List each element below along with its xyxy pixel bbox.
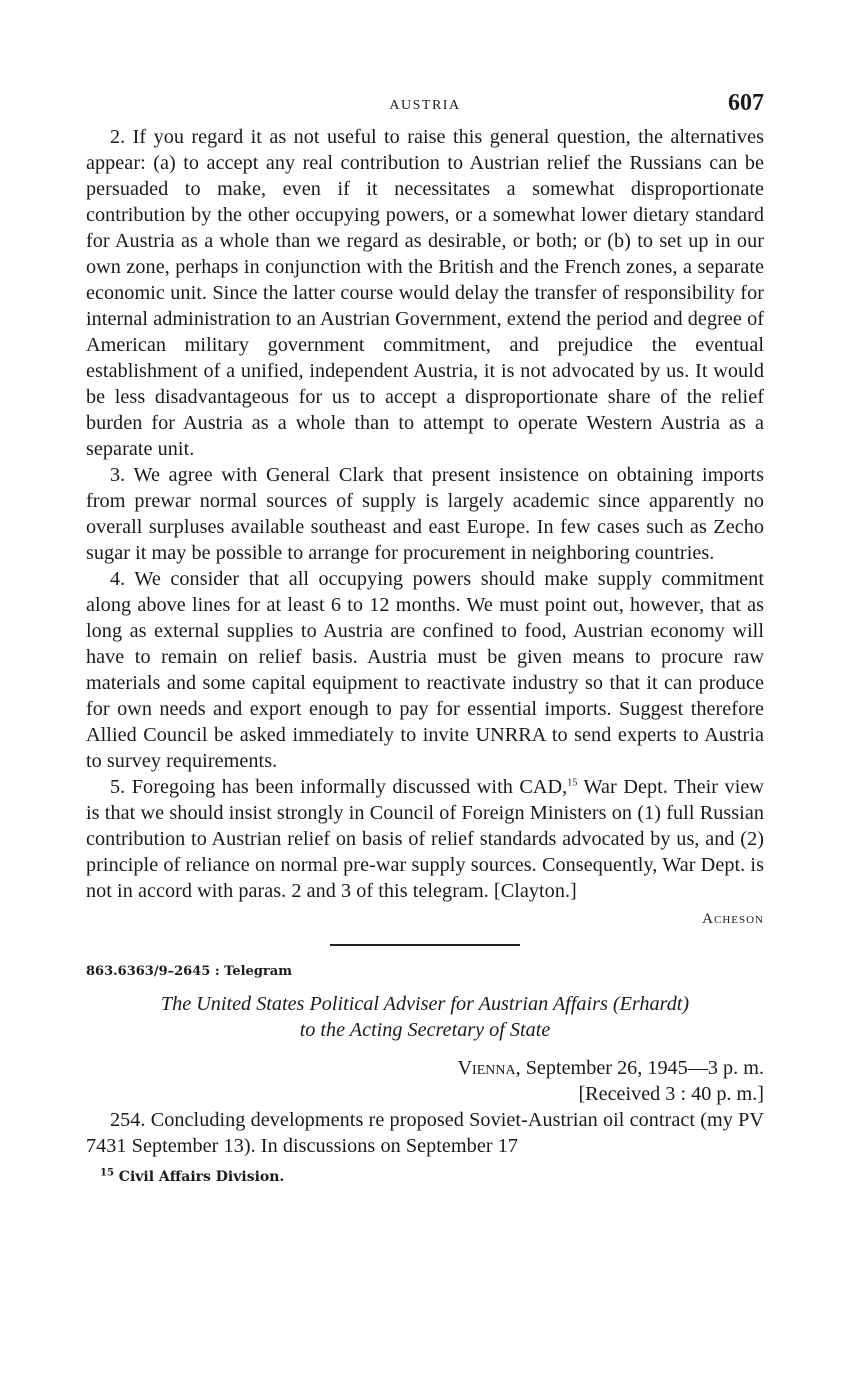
received-time: [Received 3 : 40 p. m.]: [578, 1083, 764, 1105]
page-number: 607: [728, 90, 764, 116]
paragraph-5-text-end: War Dept. Their view is that we should insist strongly in Council of Foreign Ministers on (1) full Russian contribution to Austrian relief on basis of relief standards advocated by us, and (2) principle of reliance on normal pre-war supply sources. Consequently, War Dept. is not in accord with paras. 2 and 3 of this telegram. [Clayton.]: [86, 776, 765, 902]
paragraph-5: [86, 774, 764, 904]
paragraph-2: 2. If you regard it as not useful to raise this general question, the alternatives appear: (a) to accept any real contribution to Austrian relief the Russians can be persuaded to make, even if it necessitates a somewhat disproportionate contribution by the other occupying powers, or a somewhat lower dietary standard for Austria as a whole than we regard as desirable, or both; or (b) to set up in our own zone, perhaps in conjunction with the British and the French zones, a separate economic unit. Since the latter course would delay the transfer of responsibility for internal administration to an Austrian Government, extend the period and degree of American military government commitment, and prejudice the eventual establishment of a unified, independent Austria, it is not advocated by us. It would be less disadvantageous for us to accept a disproportionate share of the relief burden for Austria as a whole than to attempt to operate Western Austria as a separate unit.: [86, 126, 764, 460]
dateline: [86, 1055, 764, 1081]
dateline-place: Vienna: [457, 1057, 516, 1079]
footnote-marker: 15: [100, 1167, 114, 1179]
paragraph-3: 3. We agree with General Clark that present insistence on obtaining imports from prewar normal sources of supply is largely academic since apparently no overall surpluses available southeast and east Europe. In few cases such as Zecho sugar it may be possible to arrange for procurement in neighboring countries.: [86, 464, 764, 564]
signature-acheson: Acheson: [702, 911, 764, 927]
document-title-line-2: to the Acting Secretary of State: [299, 1019, 551, 1041]
file-reference: 863.6363/9–2645 : Telegram: [86, 964, 292, 979]
dateline-date: , September 26, 1945—3 p. m.: [515, 1057, 764, 1079]
section-divider: [330, 944, 520, 946]
document-page: [86, 88, 764, 1185]
running-title: AUSTRIA: [389, 98, 461, 113]
paragraph-4: 4. We consider that all occupying powers should make supply commitment along above lines for at least 6 to 12 months. We must point out, however, that as long as external supplies to Austria are confined to food, Austrian economy will have to remain on relief basis. Austria must be given means to procure raw materials and some capital equipment to reactivate industry so that it can produce for own needs and export enough to pay for essential imports. Suggest therefore Allied Council be asked immediately to invite UNRRA to send experts to Austria to survey requirements.: [86, 568, 764, 772]
document-title-line-1: The United States Political Adviser for Austrian Affairs (Erhardt): [160, 993, 690, 1015]
footnote-reference-15[interactable]: 15: [567, 777, 578, 789]
running-header: [86, 88, 764, 124]
telegram-254-opening: 254. Concluding developments re proposed Soviet-Austrian oil contract (my PV 7431 September 13). In discussions on September 17: [86, 1109, 764, 1157]
footnote-text: Civil Affairs Division.: [113, 1169, 285, 1185]
document-title: [86, 991, 764, 1043]
paragraph-5-text-start: 5. Foregoing has been informally discussed with CAD,: [110, 776, 568, 798]
footnote-15: [86, 1169, 764, 1185]
